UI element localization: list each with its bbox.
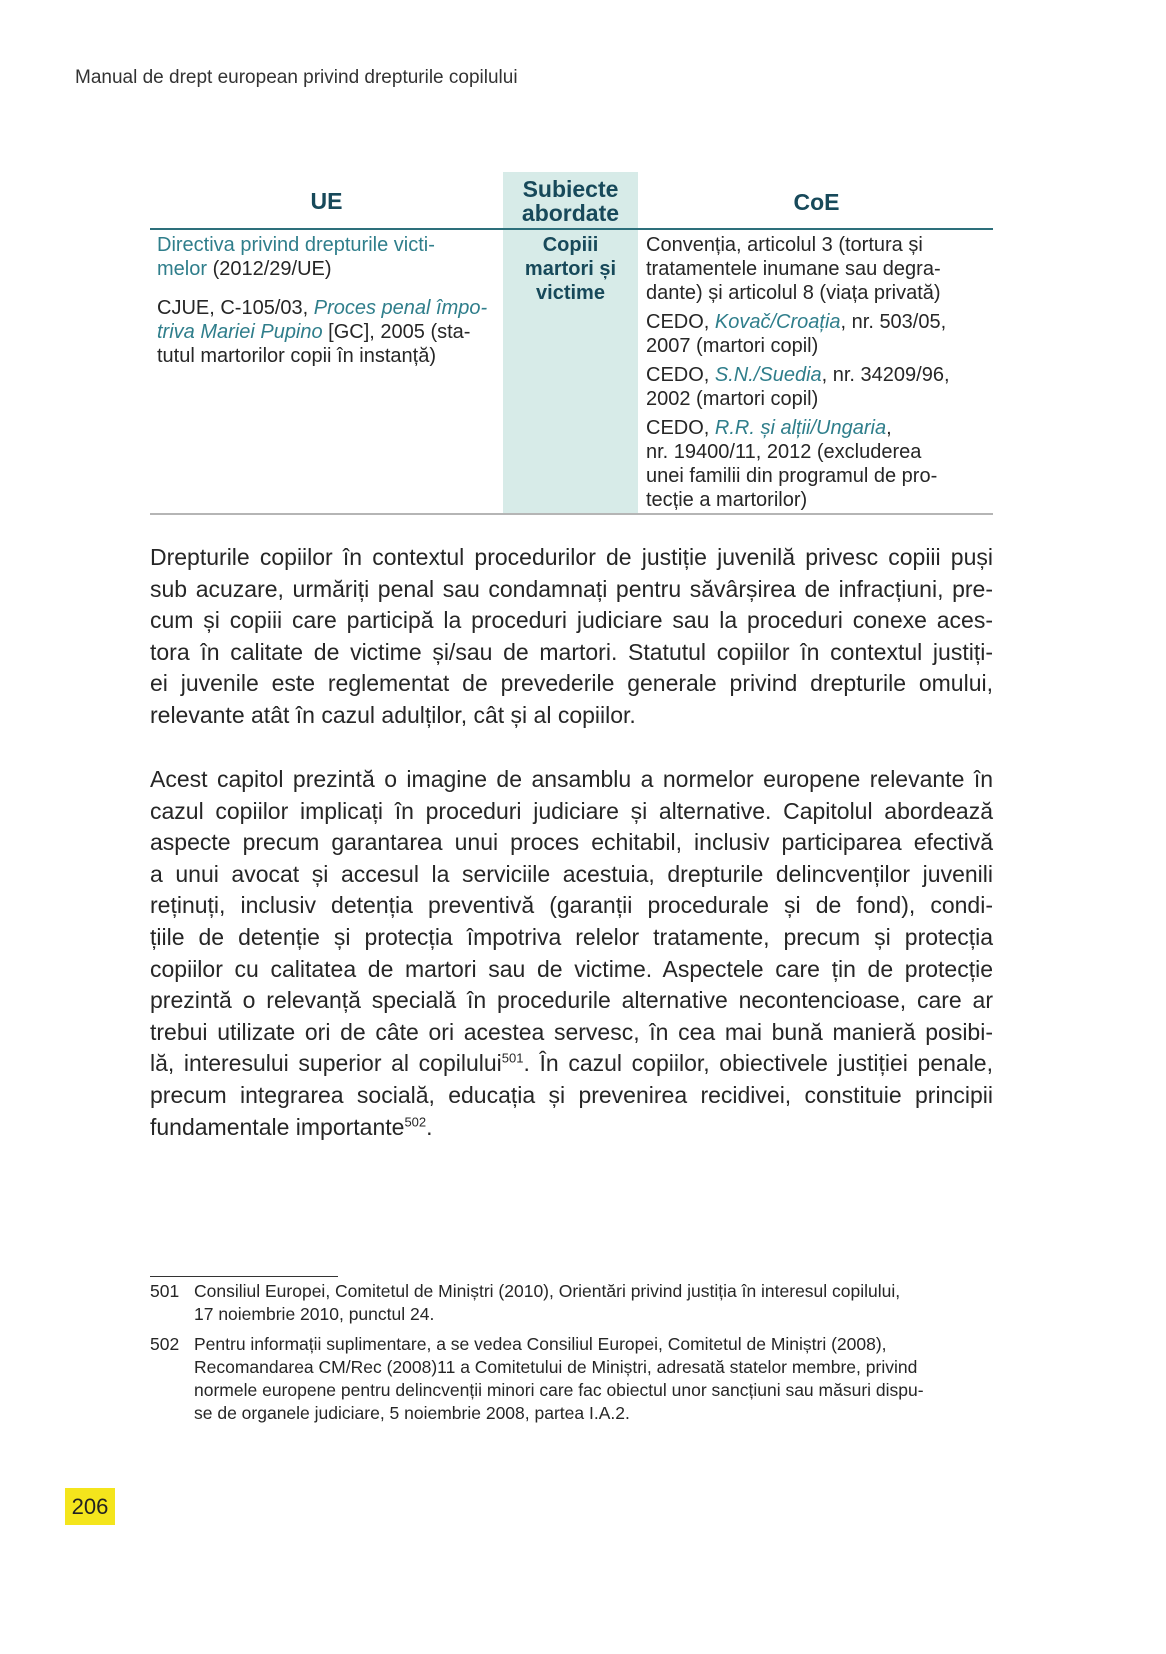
paragraph-line: tora în calitate de victime și/sau de martori. Statutul copiilor în contextul justiți-: [150, 638, 993, 665]
footnote-line: Pentru informații suplimentare, a se vedea Consiliul Europei, Comitetul de Miniștri (2008),: [194, 1334, 887, 1354]
ue-column: [157, 233, 497, 368]
summary-table: [150, 172, 993, 515]
cell-line: [646, 416, 991, 440]
paragraph-line: reținuți, inclusiv detenția preventivă (garanții procedurale și de fond), condi-: [150, 892, 993, 919]
paragraph-line: relevante atât în cazul adulților, cât și al copiilor.: [150, 701, 636, 728]
case-reference: , nr. 503/05,: [840, 311, 947, 333]
directive-reference: (2012/29/UE): [207, 258, 332, 280]
case-name-link[interactable]: Kovač/Croația: [714, 311, 841, 333]
cell-line: 2002 (martori copil): [646, 388, 819, 410]
coe-entry-case: [646, 363, 991, 411]
footnote-number: 501: [150, 1281, 180, 1301]
column-header-ue: UE: [310, 188, 343, 214]
paragraph-line: [150, 1048, 993, 1080]
subject-line: Copiii: [542, 234, 599, 256]
cell-line: [157, 344, 497, 368]
cell-line: tecție a martorilor): [646, 489, 808, 511]
ue-entry-directive: [157, 233, 497, 281]
case-name-link[interactable]: triva Mariei Pupino: [157, 321, 323, 343]
paragraph-line: copiilor cu calitatea de martori sau de victime. Aspectele care țin de protecție: [150, 955, 993, 982]
footnote-line: normele europene pentru delincvenții minori care fac obiectul unor sancțiuni sau măsuri dispu-: [194, 1380, 924, 1400]
cell-line: tratamentele inumane sau degra-: [646, 258, 941, 280]
coe-column: [646, 233, 991, 512]
footnote-number: 502: [150, 1334, 180, 1354]
coe-entry-case: [646, 416, 991, 512]
paragraph-text: lă, interesului superior al copilului: [150, 1050, 502, 1077]
cell-line: [646, 310, 991, 334]
paragraph-line: a unui avocat și accesul la serviciile acestuia, drepturile delincvenților juvenili: [150, 860, 993, 887]
footnote-reference[interactable]: 502: [404, 1113, 427, 1129]
case-reference: tutul martorilor copii în instanță): [157, 345, 437, 367]
body-paragraph: [150, 542, 993, 732]
cell-line: unei familii din programul de pro-: [646, 465, 938, 487]
paragraph-line: aspecte precum garantarea unui proces echitabil, inclusiv participarea efectivă: [150, 829, 993, 856]
paragraph-line: prezintă o relevanță specială în procedurile alternative necontencioase, care ar: [150, 987, 993, 1014]
case-reference: ,: [886, 417, 892, 439]
case-name-link[interactable]: Proces penal împo-: [313, 297, 488, 319]
coe-entry-convention: [646, 233, 991, 305]
footnote-line: se de organele judiciare, 5 noiembrie 2008, partea I.A.2.: [194, 1403, 630, 1423]
paragraph-text: fundamentale importante: [150, 1113, 405, 1140]
cell-line: dante) și articolul 8 (viața privată): [646, 282, 941, 304]
ue-entry-cjue-case: [157, 296, 497, 368]
case-reference: [GC], 2005 (sta-: [322, 321, 471, 343]
running-header: Manual de drept european privind drepturile copilului: [75, 67, 518, 88]
footnote: [150, 1280, 1010, 1326]
footnote-text: [194, 1333, 1010, 1425]
cell-line: [157, 320, 497, 344]
cell-line: nr. 19400/11, 2012 (excluderea: [646, 441, 922, 463]
paragraph-text: .: [426, 1113, 433, 1140]
page-number: 206: [65, 1488, 115, 1525]
paragraph-text: . În cazul copiilor, obiectivele justiției penale,: [523, 1050, 993, 1077]
paragraph-line: [150, 1112, 993, 1144]
coe-entry-case: [646, 310, 991, 358]
body-paragraph: [150, 764, 993, 1143]
column-header-coe: CoE: [793, 189, 840, 215]
court-label: CEDO,: [646, 311, 715, 333]
footnote-separator: [150, 1276, 338, 1277]
footnote-text: [194, 1280, 1010, 1326]
paragraph-line: ei juvenile este reglementat de prevederile generale privind drepturile omului,: [150, 670, 993, 697]
case-name-link[interactable]: R.R. și alții/Ungaria: [714, 417, 887, 439]
directive-link[interactable]: Directiva privind drepturile victi-: [157, 234, 435, 256]
cell-line: [157, 233, 497, 257]
case-reference: , nr. 34209/96,: [821, 364, 950, 386]
court-label: CEDO,: [646, 417, 715, 439]
header-rule: [150, 228, 993, 230]
cell-line: 2007 (martori copil): [646, 335, 819, 357]
cell-line: [646, 363, 991, 387]
column-header-subjects-line: abordate: [521, 200, 620, 226]
paragraph-line: cazul copiilor implicați în proceduri judiciare și alternative. Capitolul abordează: [150, 797, 993, 824]
cell-line: [157, 257, 497, 281]
column-header-subjects: [503, 177, 638, 225]
cell-line: [157, 296, 497, 320]
paragraph-line: sub acuzare, urmăriți penal sau condamnați pentru săvârșirea de infracțiuni, pre-: [150, 575, 993, 602]
paragraph-line: Drepturile copiilor în contextul procedurilor de justiție juvenilă privesc copiii puși: [150, 544, 993, 570]
paragraph-line: Acest capitol prezintă o imagine de ansamblu a normelor europene relevante în: [150, 766, 993, 792]
subject-line: martori și: [524, 258, 617, 280]
directive-link[interactable]: melor: [157, 258, 208, 280]
table-bottom-rule: [150, 513, 993, 515]
footnote-reference[interactable]: 501: [501, 1050, 524, 1066]
footnote: [150, 1333, 1010, 1425]
paragraph-line: cum și copiii care participă la proceduri judiciare sau la proceduri conexe aces-: [150, 607, 993, 634]
case-reference: CJUE, C-105/03,: [157, 297, 314, 319]
footnote-line: 17 noiembrie 2010, punctul 24.: [194, 1304, 435, 1324]
court-label: CEDO,: [646, 364, 715, 386]
column-header-subjects-line: Subiecte: [522, 176, 619, 202]
footnote-line: Consiliul Europei, Comitetul de Miniștri (2010), Orientări privind justiția în interesul copilului,: [194, 1281, 901, 1301]
paragraph-line: țiile de detenție și protecția împotriva relelor tratamente, precum și protecția: [150, 923, 993, 950]
subjects-column: [503, 233, 638, 305]
subject-line: victime: [536, 282, 605, 304]
cell-line: Convenția, articolul 3 (tortura și: [646, 234, 923, 256]
paragraph-line: precum integrarea socială, educația și prevenirea recidivei, constituie principii: [150, 1081, 993, 1108]
case-name-link[interactable]: S.N./Suedia: [714, 364, 822, 386]
footnote-line: Recomandarea CM/Rec (2008)11 a Comitetului de Miniștri, adresată statelor membre, privind: [194, 1357, 918, 1377]
paragraph-line: trebui utilizate ori de câte ori acestea servesc, în cea mai bună manieră posibi-: [150, 1018, 993, 1045]
